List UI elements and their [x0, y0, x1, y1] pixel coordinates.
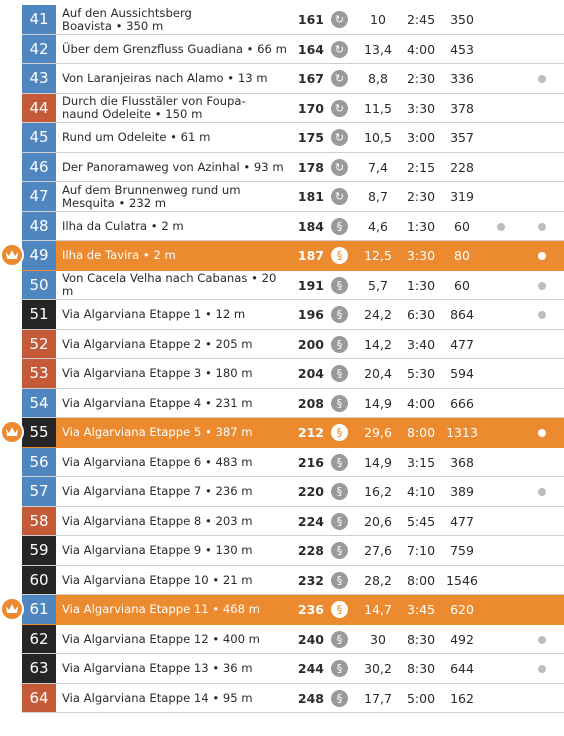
tour-title: Von Laranjeiras nach Alamo • 13 m — [62, 71, 268, 86]
tour-number: 52 — [22, 330, 56, 359]
ascent-m: 368 — [450, 454, 474, 470]
walk-time: 1:30 — [406, 277, 436, 293]
page-number: 161 — [297, 12, 324, 27]
ascent-m: 492 — [450, 631, 474, 647]
tour-title: Via Algarviana Etappe 12 • 400 m — [62, 631, 260, 646]
tour-title: Via Algarviana Etappe 2 • 205 m — [62, 336, 253, 351]
circular-arrow-icon: ↻ — [331, 129, 348, 146]
walk-time: 7:10 — [406, 543, 436, 558]
ascent-m: 1546 — [446, 572, 478, 588]
tour-title: Via Algarviana Etappe 7 • 236 m — [62, 484, 253, 499]
winding-path-icon: § — [331, 424, 348, 441]
tour-number: 45 — [22, 123, 56, 152]
ascent-m: 378 — [450, 100, 474, 116]
walk-time: 3:30 — [406, 100, 436, 116]
winding-path-icon: § — [331, 601, 348, 618]
tour-number: 63 — [22, 654, 56, 683]
tour-number: 54 — [22, 389, 56, 418]
circular-arrow-icon: ↻ — [331, 100, 348, 117]
distance-km: 24,2 — [364, 307, 392, 322]
table-row[interactable] — [0, 448, 564, 478]
crown-icon — [0, 243, 24, 267]
crown-icon — [0, 597, 24, 621]
distance-km: 20,6 — [364, 513, 392, 529]
ascent-m: 228 — [450, 159, 474, 175]
table-row[interactable] — [0, 536, 564, 566]
walk-time: 3:40 — [406, 336, 436, 352]
tour-title: Rund um Odeleite • 61 m — [62, 130, 211, 145]
tour-title: Auf dem Brunnenweg rund um Mesquita • 232 m — [62, 182, 241, 210]
tour-title: Via Algarviana Etappe 1 • 12 m — [62, 307, 246, 322]
tour-title: Auf den Aussichtsberg Boavista • 350 m — [62, 5, 192, 33]
table-row[interactable] — [0, 35, 564, 65]
tour-number: 49 — [22, 241, 56, 270]
bullet-dot-icon — [538, 252, 546, 260]
circular-arrow-icon: ↻ — [331, 70, 348, 87]
distance-km: 16,2 — [364, 484, 392, 499]
circular-arrow-icon: ↻ — [331, 188, 348, 205]
tour-number: 42 — [22, 35, 56, 64]
page-number: 200 — [297, 336, 324, 352]
tour-number: 50 — [22, 271, 56, 300]
walk-time: 4:00 — [406, 41, 436, 57]
winding-path-icon: § — [331, 395, 348, 412]
tour-title: Durch die Flusstäler von Foupa- naund Odeleite • 150 m — [62, 94, 246, 122]
tour-title: Ilha de Tavira • 2 m — [62, 248, 176, 263]
tour-number: 64 — [22, 684, 56, 713]
distance-km: 30 — [370, 631, 386, 647]
walk-time: 6:30 — [406, 307, 436, 322]
distance-km: 14,9 — [364, 454, 392, 470]
tour-title: Via Algarviana Etappe 8 • 203 m — [62, 513, 253, 528]
bullet-dot-icon — [538, 636, 546, 644]
table-row[interactable] — [0, 182, 564, 212]
table-row[interactable] — [0, 5, 564, 35]
page-number: 228 — [297, 543, 324, 558]
circular-arrow-icon: ↻ — [331, 159, 348, 176]
winding-path-icon: § — [331, 483, 348, 500]
tour-title: Über dem Grenzfluss Guadiana • 66 m — [62, 41, 287, 56]
page-number: 196 — [297, 307, 324, 322]
tour-title: Via Algarviana Etappe 13 • 36 m — [62, 661, 253, 676]
distance-km: 29,6 — [364, 425, 392, 440]
ascent-m: 453 — [450, 41, 474, 57]
walk-time: 8:30 — [406, 631, 436, 647]
tour-number: 58 — [22, 507, 56, 536]
tour-number: 56 — [22, 448, 56, 477]
ascent-m: 389 — [450, 484, 474, 499]
ascent-m: 80 — [454, 248, 470, 263]
ascent-m: 620 — [450, 602, 474, 617]
crown-icon — [0, 420, 24, 444]
distance-km: 8,8 — [368, 71, 388, 86]
tour-number: 61 — [22, 595, 56, 624]
tour-number: 62 — [22, 625, 56, 654]
walk-time: 8:00 — [406, 425, 436, 440]
table-row[interactable] — [0, 241, 564, 271]
tour-number: 41 — [22, 5, 56, 34]
page-number: 212 — [297, 425, 324, 440]
winding-path-icon: § — [331, 454, 348, 471]
table-row[interactable] — [0, 625, 564, 655]
tour-title: Von Cacela Velha nach Cabanas • 20 m — [62, 271, 277, 299]
walk-time: 2:30 — [406, 71, 436, 86]
distance-km: 8,7 — [368, 189, 388, 204]
table-row[interactable] — [0, 418, 564, 448]
walk-time: 2:15 — [406, 159, 436, 175]
page-number: 175 — [297, 130, 324, 145]
tour-number: 59 — [22, 536, 56, 565]
walk-time: 3:00 — [406, 130, 436, 145]
page-number: 216 — [297, 454, 324, 470]
winding-path-icon: § — [331, 277, 348, 294]
ascent-m: 666 — [450, 395, 474, 411]
distance-km: 14,9 — [364, 395, 392, 411]
bullet-dot-icon — [538, 488, 546, 496]
table-row[interactable] — [0, 153, 564, 183]
distance-km: 27,6 — [364, 543, 392, 558]
table-row[interactable] — [0, 212, 564, 242]
distance-km: 10 — [370, 12, 386, 27]
distance-km: 13,4 — [364, 41, 392, 57]
page-number: 191 — [297, 277, 324, 293]
tour-number: 47 — [22, 182, 56, 211]
ascent-m: 357 — [450, 130, 474, 145]
bullet-dot-icon — [538, 429, 546, 437]
table-row[interactable] — [0, 64, 564, 94]
page-number: 224 — [297, 513, 324, 529]
ascent-m: 162 — [450, 690, 474, 706]
bullet-dot-icon — [538, 311, 546, 319]
distance-km: 14,7 — [364, 602, 392, 617]
tour-title: Der Panoramaweg von Azinhal • 93 m — [62, 159, 284, 174]
ascent-m: 594 — [450, 366, 474, 381]
tour-title: Via Algarviana Etappe 11 • 468 m — [62, 602, 260, 617]
distance-km: 17,7 — [364, 690, 392, 706]
winding-path-icon: § — [331, 218, 348, 235]
distance-km: 14,2 — [364, 336, 392, 352]
circular-arrow-icon: ↻ — [331, 11, 348, 28]
ascent-m: 319 — [450, 189, 474, 204]
distance-km: 28,2 — [364, 572, 392, 588]
page-number: 240 — [297, 631, 324, 647]
table-row[interactable] — [0, 123, 564, 153]
winding-path-icon: § — [331, 690, 348, 707]
walk-time: 1:30 — [406, 218, 436, 234]
table-row[interactable] — [0, 271, 564, 301]
tour-number: 43 — [22, 64, 56, 93]
walk-time: 5:30 — [406, 366, 436, 381]
ascent-m: 336 — [450, 71, 474, 86]
page-number: 208 — [297, 395, 324, 411]
distance-km: 12,5 — [364, 248, 392, 263]
table-row[interactable] — [0, 684, 564, 714]
page-number: 184 — [297, 218, 324, 234]
bullet-dot-icon — [538, 665, 546, 673]
page-number: 204 — [297, 366, 324, 381]
walk-time: 5:45 — [406, 513, 436, 529]
tour-title: Via Algarviana Etappe 5 • 387 m — [62, 425, 253, 440]
page-number: 181 — [297, 189, 324, 204]
walk-time: 8:30 — [406, 661, 436, 676]
walk-time: 3:45 — [406, 602, 436, 617]
bullet-dot-icon — [497, 223, 505, 231]
bullet-dot-icon — [538, 75, 546, 83]
table-row[interactable] — [0, 94, 564, 124]
winding-path-icon: § — [331, 306, 348, 323]
ascent-m: 350 — [450, 12, 474, 27]
ascent-m: 644 — [450, 661, 474, 676]
winding-path-icon: § — [331, 631, 348, 648]
bullet-dot-icon — [538, 282, 546, 290]
ascent-m: 864 — [450, 307, 474, 322]
ascent-m: 477 — [450, 336, 474, 352]
table-row[interactable] — [0, 654, 564, 684]
ascent-m: 60 — [454, 218, 470, 234]
tour-title: Via Algarviana Etappe 10 • 21 m — [62, 572, 253, 587]
walk-time: 2:45 — [406, 12, 436, 27]
table-row[interactable] — [0, 507, 564, 537]
winding-path-icon: § — [331, 513, 348, 530]
page-number: 248 — [297, 690, 324, 706]
tour-title: Via Algarviana Etappe 3 • 180 m — [62, 366, 253, 381]
tour-title: Ilha da Culatra • 2 m — [62, 218, 184, 233]
ascent-m: 759 — [450, 543, 474, 558]
walk-time: 3:30 — [406, 248, 436, 263]
tour-number: 57 — [22, 477, 56, 506]
walk-time: 4:00 — [406, 395, 436, 411]
tour-number: 44 — [22, 94, 56, 123]
bullet-dot-icon — [538, 223, 546, 231]
page-number: 164 — [297, 41, 324, 57]
winding-path-icon: § — [331, 572, 348, 589]
page-number: 170 — [297, 100, 324, 116]
winding-path-icon: § — [331, 660, 348, 677]
winding-path-icon: § — [331, 247, 348, 264]
tour-title: Via Algarviana Etappe 6 • 483 m — [62, 454, 253, 469]
table-row[interactable] — [0, 566, 564, 596]
winding-path-icon: § — [331, 336, 348, 353]
page-number: 232 — [297, 572, 324, 588]
distance-km: 11,5 — [364, 100, 392, 116]
table-row[interactable] — [0, 477, 564, 507]
page-number: 220 — [297, 484, 324, 499]
tour-number: 60 — [22, 566, 56, 595]
tour-number: 51 — [22, 300, 56, 329]
page-number: 244 — [297, 661, 324, 676]
tour-title: Via Algarviana Etappe 9 • 130 m — [62, 543, 253, 558]
walk-time: 5:00 — [406, 690, 436, 706]
distance-km: 10,5 — [364, 130, 392, 145]
page-number: 167 — [297, 71, 324, 86]
table-row[interactable] — [0, 389, 564, 419]
circular-arrow-icon: ↻ — [331, 41, 348, 58]
winding-path-icon: § — [331, 542, 348, 559]
distance-km: 20,4 — [364, 366, 392, 381]
tour-title: Via Algarviana Etappe 4 • 231 m — [62, 395, 253, 410]
distance-km: 30,2 — [364, 661, 392, 676]
tour-number: 55 — [22, 418, 56, 447]
walk-time: 3:15 — [406, 454, 436, 470]
distance-km: 5,7 — [368, 277, 388, 293]
tour-number: 53 — [22, 359, 56, 388]
tour-number: 48 — [22, 212, 56, 241]
table-row[interactable] — [0, 359, 564, 389]
table-row[interactable] — [0, 300, 564, 330]
page-number: 187 — [297, 248, 324, 263]
walk-time: 4:10 — [406, 484, 436, 499]
walk-time: 8:00 — [406, 572, 436, 588]
table-row[interactable] — [0, 330, 564, 360]
table-row[interactable] — [0, 595, 564, 625]
ascent-m: 477 — [450, 513, 474, 529]
distance-km: 7,4 — [368, 159, 388, 175]
distance-km: 4,6 — [368, 218, 388, 234]
ascent-m: 60 — [454, 277, 470, 293]
page-number: 178 — [297, 159, 324, 175]
tour-number: 46 — [22, 153, 56, 182]
page-number: 236 — [297, 602, 324, 617]
tour-title: Via Algarviana Etappe 14 • 95 m — [62, 690, 253, 705]
winding-path-icon: § — [331, 365, 348, 382]
walk-time: 2:30 — [406, 189, 436, 204]
ascent-m: 1313 — [446, 425, 478, 440]
